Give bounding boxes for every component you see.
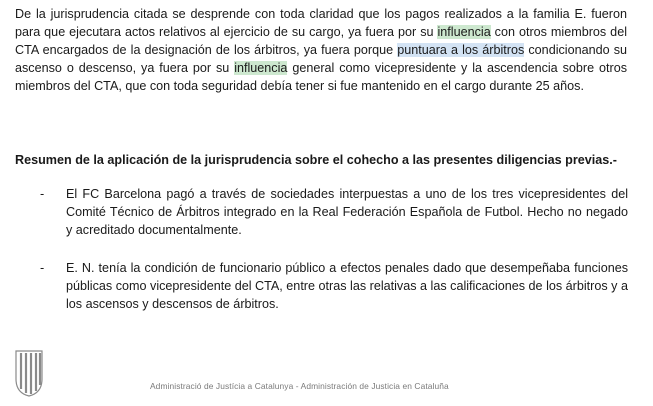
paragraph-text-4: general como vicepresidente y la ascendencia sobre otros miembros del CTA, que con toda seguridad debía tener si fue mantenido en el cargo durante 25 años. <box>15 61 627 93</box>
paragraph-text-1: De la jurisprudencia citada se desprende con toda claridad que los pagos realizados a la familia E. fueron para que ejecutara actos relativos al ejercicio de su cargo, ya fuera por su <box>15 7 627 39</box>
highlight-influencia-2: influencia <box>234 61 288 75</box>
bullet-marker: - <box>40 261 45 275</box>
bullet-marker: - <box>40 187 45 201</box>
section-heading: Resumen de la aplicación de la jurisprudencia sobre el cohecho a las presentes diligencias previas.- <box>15 153 617 167</box>
paragraph-text-2: con otros miembros del CTA encargados de la designación de los árbitros, ya fuera porque <box>15 25 627 57</box>
bullet-text-1: El FC Barcelona pagó a través de sociedades interpuestas a uno de los tres vicepresidentes del Comité Técnico de Árbitros integrado en la Real Federación Española de Futbol. Hecho no negado y acreditado documentalmente. <box>66 187 628 237</box>
jurisprudence-paragraph <box>15 5 627 95</box>
catalan-government-emblem-icon <box>14 349 44 397</box>
highlight-influencia-1: influencia <box>437 25 491 39</box>
footer-text: Administració de Justícia a Catalunya - Administración de Justicia en Cataluña <box>150 381 449 391</box>
paragraph-text-3: condicionando su ascenso o descenso, ya fuera por su <box>15 43 628 75</box>
bullet-text-2: E. N. tenía la condición de funcionario público a efectos penales dado que desempeñaba funciones públicas como vicepresidente del CTA, entre otras las relativas a las calificaciones de los árbitros y a los ascensos y descensos de árbitros. <box>66 261 628 311</box>
highlight-puntuara-arbitros: puntuara a los árbitros <box>397 43 525 57</box>
